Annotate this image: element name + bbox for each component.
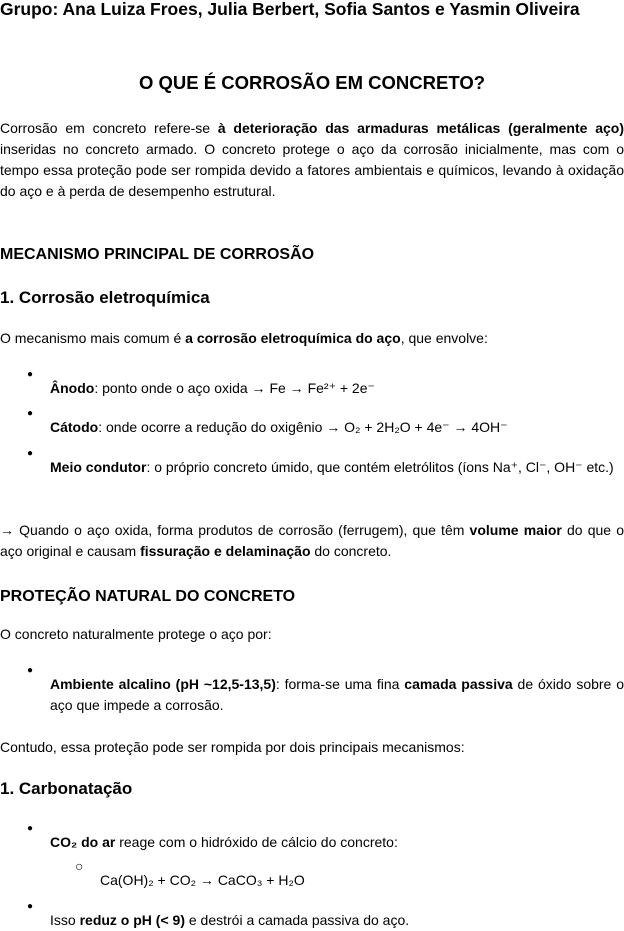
bullet-dot-icon: ● xyxy=(27,369,34,380)
mechanism-lead-text-1: O mecanismo mais comum é xyxy=(0,330,186,346)
bullet-dot-icon: ● xyxy=(27,448,34,459)
rust-note-text-2: do que o aço original e causam xyxy=(0,522,624,559)
bullet-dot-icon: ● xyxy=(27,823,34,834)
list-item-anode xyxy=(50,378,624,399)
list-item-text: reage com o hidróxido de cálcio do concreto: xyxy=(115,834,398,850)
list-item-cathode xyxy=(50,417,624,438)
rust-note-text-1: → Quando o aço oxida, forma produtos de corrosão (ferrugem), que têm xyxy=(0,522,470,538)
section-heading-protection: PROTEÇÃO NATURAL DO CONCRETO xyxy=(0,588,296,605)
list-item-text: : onde ocorre a redução do oxigênio → O₂ + 2H₂O + 4e⁻ → 4OH⁻ xyxy=(98,419,508,435)
list-item-bold: reduz o pH (< 9) xyxy=(79,912,185,928)
list-item-label: Ânodo xyxy=(50,380,95,396)
bullet-dot-icon: ● xyxy=(27,408,34,419)
intro-bold-1: à deterioração das armaduras metálicas (geralmente aço) xyxy=(217,120,624,136)
list-item-label: Cátodo xyxy=(50,419,99,435)
mechanism-lead-text-2: , que envolve: xyxy=(400,330,488,346)
intro-text-2: inseridas no concreto armado. O concreto protege o aço da corrosão inicialmente, mas com o tempo essa proteção pode ser rompida devido a fatores ambientais e químicos, levando à oxidação do aço e à perda de desempenho estrutural. xyxy=(0,141,624,199)
rust-note-paragraph xyxy=(0,520,624,562)
list-item-text-2: e destrói a camada passiva do aço. xyxy=(184,912,410,928)
bullet-dot-icon: ● xyxy=(27,665,34,676)
list-item-text: : o próprio concreto úmido, que contém eletrólitos (íons Na⁺, Cl⁻, OH⁻ etc.) xyxy=(146,459,614,475)
section-heading-mechanism: MECANISMO PRINCIPAL DE CORROSÃO xyxy=(0,246,315,263)
list-item-label: Meio condutor xyxy=(50,459,147,475)
list-item-conductor xyxy=(50,457,620,478)
subheading-electrochemical: 1. Corrosão eletroquímica xyxy=(0,288,210,307)
list-item-co2 xyxy=(50,832,624,853)
page-title: O QUE É CORROSÃO EM CONCRETO? xyxy=(138,72,486,93)
list-item-text-2: de óxido sobre o aço que impede a corrosão. xyxy=(50,676,624,713)
rust-note-text-3: do concreto. xyxy=(310,543,392,559)
hollow-bullet-icon: ○ xyxy=(75,858,84,874)
mechanism-lead-bold: a corrosão eletroquímica do aço xyxy=(185,330,401,346)
intro-text-1: Corrosão em concreto refere-se xyxy=(0,120,218,136)
rust-note-bold-2: fissuração e delaminação xyxy=(140,543,311,559)
protection-lead: O concreto naturalmente protege o aço por: xyxy=(0,626,272,642)
subheading-carbonation: 1. Carbonatação xyxy=(0,779,133,798)
list-item-text-1: : forma-se uma fina xyxy=(275,676,405,692)
list-item-alkaline xyxy=(50,674,624,716)
list-item-text: : ponto onde o aço oxida → Fe → Fe²⁺ + 2e⁻ xyxy=(94,380,375,396)
list-item-reaction: Ca(OH)₂ + CO₂ → CaCO₃ + H₂O xyxy=(100,872,305,888)
intro-paragraph xyxy=(0,118,624,202)
group-heading: Grupo: Ana Luiza Froes, Julia Berbert, Sofia Santos e Yasmin Oliveira xyxy=(0,0,580,19)
mechanism-lead xyxy=(0,328,624,349)
protection-closing: Contudo, essa proteção pode ser rompida por dois principais mecanismos: xyxy=(0,739,465,755)
list-item-ph xyxy=(50,910,624,931)
list-item-text-1: Isso xyxy=(50,912,80,928)
list-item-label: Ambiente alcalino (pH ~12,5-13,5) xyxy=(50,676,276,692)
list-item-bold: camada passiva xyxy=(404,676,513,692)
rust-note-bold-1: volume maior xyxy=(469,522,562,538)
list-item-label: CO₂ do ar xyxy=(50,834,116,850)
bullet-dot-icon: ● xyxy=(27,901,34,912)
